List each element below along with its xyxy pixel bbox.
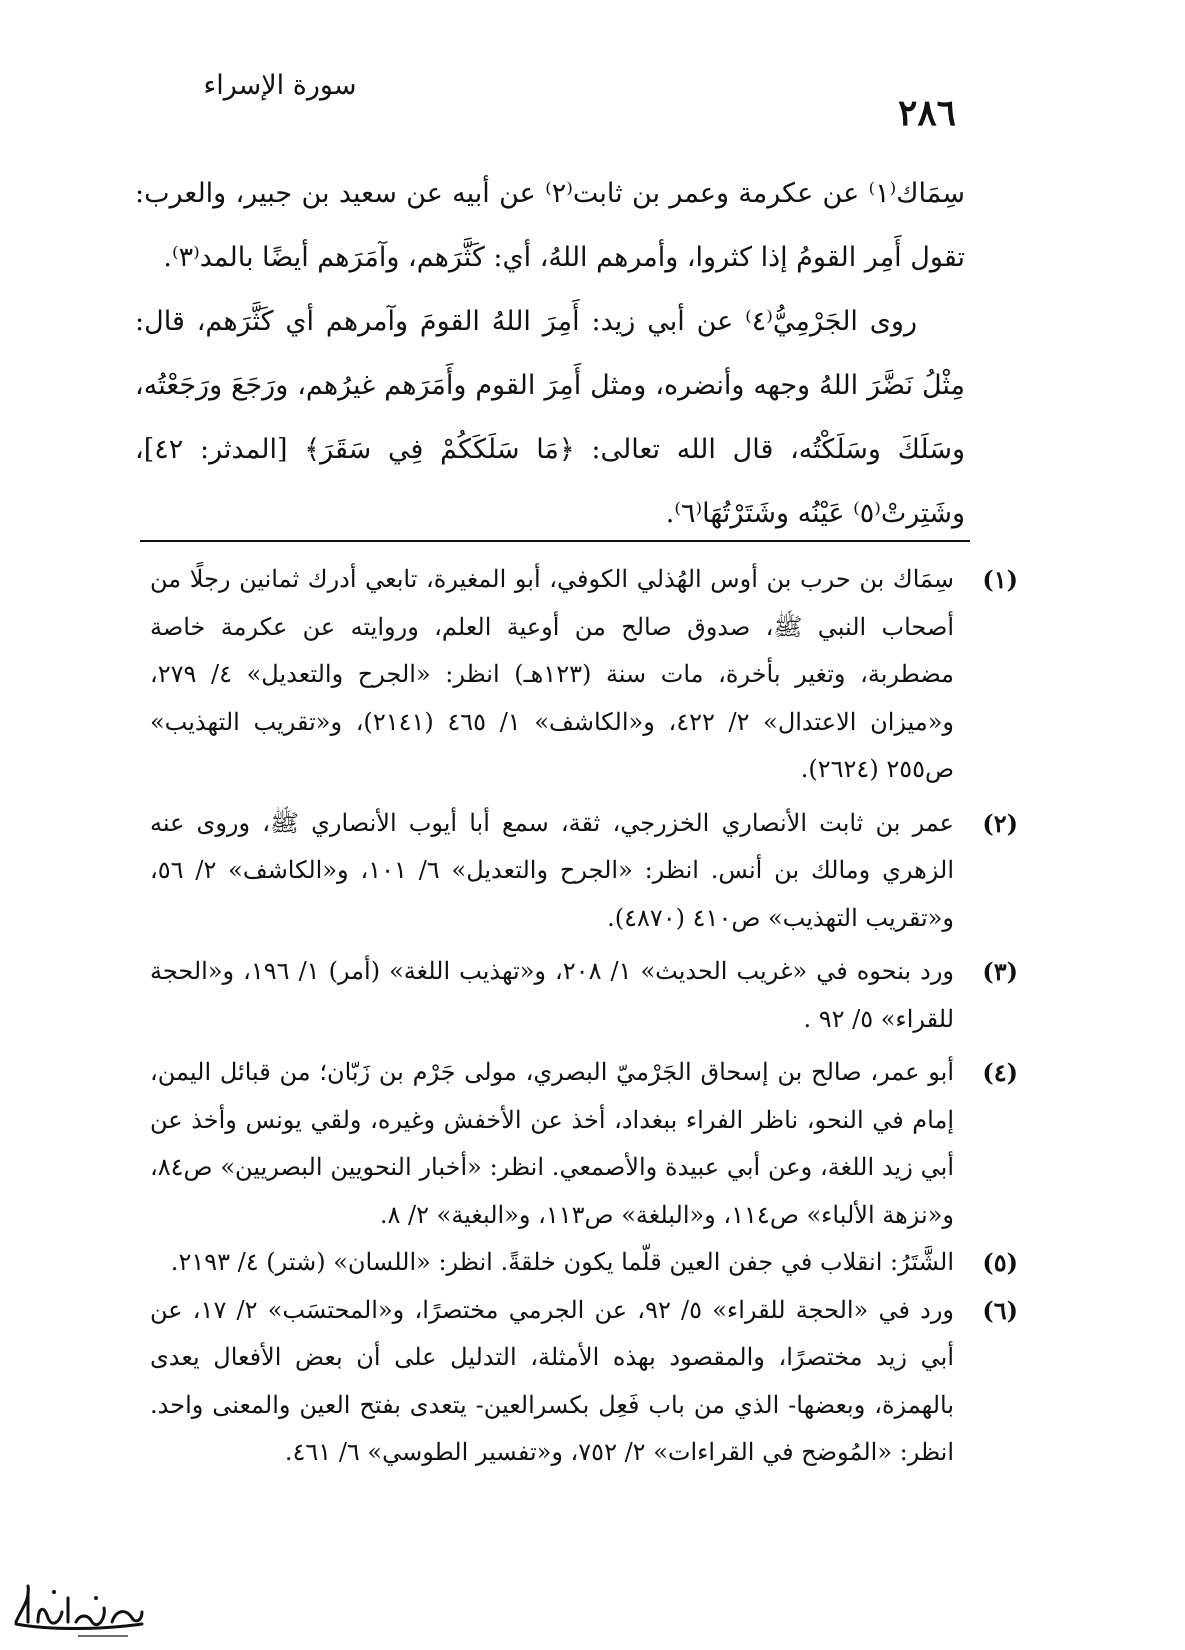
footnote-text: ورد بنحوه في «غريب الحديث» ١/ ٢٠٨، و«تهذيب اللغة» (أمر) ١/ ١٩٦، و«الحجة للقراء» ٥/ ٩٢ .: [150, 957, 954, 1033]
footnote-number: (٥): [982, 1248, 1018, 1277]
footnote-item: [150, 1049, 1018, 1239]
main-text: [135, 162, 965, 546]
footnote-item: [150, 800, 1018, 943]
footnote-number: (٤): [982, 1058, 1018, 1087]
footnote-text: الشَّتَرُ: انقلاب في جفن العين قلّما يكون خلقةً. انظر: «اللسان» (شتر) ٤/ ٢١٩٣.: [170, 1248, 954, 1276]
main-paragraph: سِمَاك⁽١⁾ عن عكرمة وعمر بن ثابت⁽٢⁾ عن أبيه عن سعيد بن جبير، والعرب: تقول أَمِر القومُ إذا كثروا، وأمرهم اللهُ، أي: كَثَّرَهم، وآمَرَهم أيضًا بالمد⁽٣⁾.: [135, 178, 966, 273]
footnote-text: سِمَاك بن حرب بن أوس الهُذلي الكوفي، أبو المغيرة، تابعي أدرك ثمانين رجلًا من أصحاب النبي ﷺ، صدوق صالح من أوعية العلم، وروايته عن عكرمة خاصة مضطربة، وتغير بأخرة، مات سنة (١٢٣هـ) انظر: «الجرح والتعديل» ٤/ ٢٧٩، و«ميزان الاعتدال» ٢/ ٤٢٢، و«الكاشف» ١/ ٤٦٥ (٢١٤١)، و«تقريب التهذيب» ص٢٥٥ (٢٦٢٤).: [150, 565, 954, 783]
footnotes-list: [150, 556, 1018, 1477]
footnote-text: ورد في «الحجة للقراء» ٥/ ٩٢، عن الجرمي مختصرًا، و«المحتسَب» ٢/ ١٧، عن أبي زيد مختصرًا، والمقصود بهذه الأمثلة، التدليل على أن بعض الأفعال يعدى بالهمزة، وبعضها- الذي من باب فَعِل بكسرالعين- يتعدى بفتح العين والمعنى واحد. انظر: «المُوضح في القراءات» ٢/ ٧٥٢، و«تفسير الطوسي» ٦/ ٤٦١.: [150, 1295, 955, 1466]
footnote-item: [150, 556, 1018, 794]
footnote-item: [150, 1239, 1018, 1287]
page-number: ٢٨٦: [897, 92, 956, 134]
main-paragraph: روى الجَرْمِيُّ⁽٤⁾ عن أبي زيد: أَمِرَ اللهُ القومَ وآمرهم أي كَثَّرَهم، قال: مِثْلُ نَضَّرَ اللهُ وجهه وأنضره، ومثل أَمِرَ القوم وأَمَرَهم غيرُهم، ورَجَعَ ورَجَعْتُه، وسَلَكَ وسَلَكْتُه، قال الله تعالى: ﴿مَا سَلَكَكُمْ فِي سَقَرَ﴾ [المدثر: ٤٢]، وشَتِرتْ⁽٥⁾ عَيْنُه وشَتَرْتُهَا⁽٦⁾.: [135, 306, 965, 529]
footnote-item: [150, 1287, 1018, 1477]
footnote-text: أبو عمر، صالح بن إسحاق الجَرْميّ البصري، مولى جَرْم بن زَبّان؛ من قبائل اليمن، إمام في النحو، ناظر الفراء ببغداد، أخذ عن الأخفش وغيره، ولقي يونس وأخذ عن أبي زيد اللغة، وعن أبي عبيدة والأصمعي. انظر: «أخبار النحويين البصريين» ص٨٤، و«نزهة الألباء» ص١١٤، و«البلغة» ص١١٣، و«البغية» ٢/ ٨.: [150, 1058, 954, 1229]
footnote-number: (٢): [982, 808, 1018, 838]
footnote-item: [150, 948, 1018, 1043]
calligraphy-logo-icon: [8, 1578, 148, 1644]
footnote-number: (٦): [982, 1295, 1018, 1325]
surah-title: سورة الإسراء: [203, 70, 357, 101]
footnote-divider: [140, 540, 970, 542]
footnote-number: (١): [982, 565, 1018, 594]
footnote-text: عمر بن ثابت الأنصاري الخزرجي، ثقة، سمع أبا أيوب الأنصاري ﷺ، وروى عنه الزهري ومالك بن أنس. انظر: «الجرح والتعديل» ٦/ ١٠١، و«الكاشف» ٢/ ٥٦، و«تقريب التهذيب» ص٤١٠ (٤٨٧٠).: [150, 808, 954, 932]
footnote-number: (٣): [982, 957, 1018, 986]
